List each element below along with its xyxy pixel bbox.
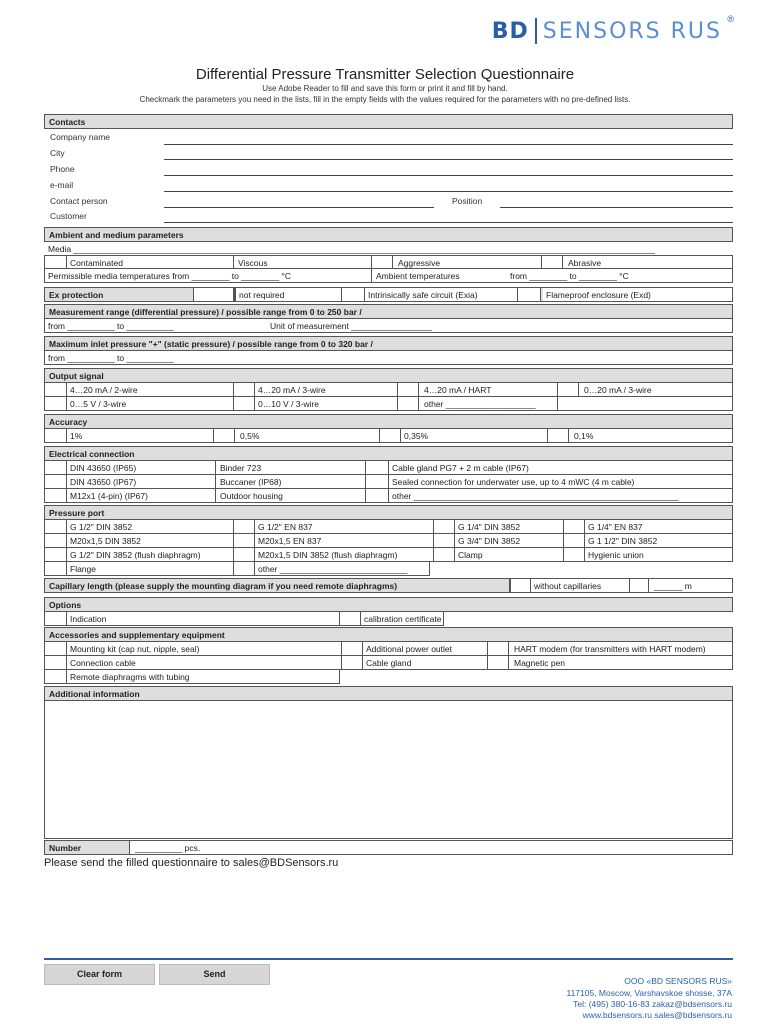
port-option: M20x1,5 DIN 3852 [70, 536, 141, 546]
accessory-checkbox[interactable] [487, 656, 509, 669]
ex-protection-title: Ex protection [49, 290, 104, 300]
contact-person-field[interactable] [164, 207, 434, 208]
send-button[interactable]: Send [159, 964, 270, 985]
ex-options-row [234, 287, 733, 302]
customer-field[interactable] [164, 222, 733, 223]
electrical-row-3 [44, 489, 733, 503]
port-checkbox[interactable] [233, 548, 255, 561]
electrical-checkbox[interactable] [365, 461, 389, 474]
accessory-option: Connection cable [70, 658, 136, 668]
port-row-1 [44, 520, 733, 534]
accuracy-option: 0,1% [574, 431, 594, 441]
output-other-field[interactable]: other ___________________ [424, 399, 536, 409]
capillary-length-field[interactable]: ______ m [654, 581, 692, 591]
port-checkbox[interactable] [433, 548, 455, 561]
section-electrical-connection: Electrical connection [44, 446, 733, 461]
logo-bd: BD [491, 18, 529, 44]
accuracy-checkbox[interactable] [379, 429, 401, 442]
section-accuracy: Accuracy [44, 414, 733, 429]
output-checkbox[interactable] [45, 397, 67, 410]
media-field[interactable]: Media ___________________________________________________________________________________________________________________________ [48, 244, 655, 254]
electrical-option: Binder 723 [220, 463, 262, 473]
port-checkbox[interactable] [433, 534, 455, 547]
clear-form-button[interactable]: Clear form [44, 964, 155, 985]
number-field[interactable] [129, 840, 733, 855]
phone-field[interactable] [164, 175, 733, 176]
port-checkbox[interactable] [45, 534, 67, 547]
contact-person-label: Contact person [50, 196, 108, 206]
port-option: Flange [70, 564, 96, 574]
accessory-option: Additional power outlet [366, 644, 453, 654]
accessories-row-3 [44, 670, 340, 684]
accuracy-option: 0,35% [404, 431, 429, 441]
number-label: Number [44, 840, 130, 855]
port-option: M20x1,5 EN 837 [258, 536, 322, 546]
output-checkbox[interactable] [397, 383, 419, 396]
output-option: 4…20 mA / 3-wire [258, 385, 326, 395]
ex-exia-label: Intrinsically safe circuit (Exia) [365, 288, 535, 301]
output-option: 0…10 V / 3-wire [258, 399, 319, 409]
port-option: G 1/2" DIN 3852 (flush diaphragm) [70, 550, 201, 560]
measurement-row [44, 319, 733, 333]
port-option: G 1/4" DIN 3852 [458, 522, 521, 532]
without-capillaries-label: without capillaries [534, 581, 602, 591]
accessory-checkbox[interactable] [341, 656, 363, 669]
electrical-row-2 [44, 475, 733, 489]
output-option: 4…20 mA / 2-wire [70, 385, 138, 395]
output-checkbox[interactable] [45, 383, 67, 396]
port-checkbox[interactable] [45, 562, 67, 575]
company-name-label: Company name [50, 132, 111, 142]
viscous-label: Viscous [238, 258, 268, 268]
accessory-checkbox[interactable] [45, 656, 67, 669]
email-field[interactable] [164, 191, 733, 192]
electrical-checkbox[interactable] [45, 489, 67, 502]
accessory-option: HART modem (for transmitters with HART modem) [514, 644, 706, 654]
electrical-option: Buccaner (IP68) [220, 477, 282, 487]
section-output-signal: Output signal [44, 368, 733, 383]
max-inlet-row [44, 351, 733, 365]
port-option: Hygienic union [588, 550, 644, 560]
electrical-option: Sealed connection for underwater use, up to 4 mWC (4 m cable) [392, 477, 635, 487]
logo-sensors-rus: SENSORS RUS [542, 18, 722, 44]
permissible-temp-field[interactable]: Permissible media temperatures from ________ to ________ °C [48, 271, 291, 281]
port-option: M20x1,5 DIN 3852 (flush diaphragm) [258, 550, 398, 560]
contaminated-checkbox[interactable] [45, 256, 67, 268]
ex-not-required-checkbox[interactable] [193, 287, 234, 302]
output-row-2 [44, 397, 733, 411]
calibration-checkbox[interactable] [339, 612, 361, 625]
exd-checkbox[interactable] [517, 288, 541, 301]
port-checkbox[interactable] [563, 534, 585, 547]
company-name-field[interactable] [164, 144, 733, 145]
ex-not-required: not required [235, 288, 341, 301]
port-option: G 1 1/2" DIN 3852 [588, 536, 658, 546]
instructions-line-2: Checkmark the parameters you need in the lists, fill in the empty fields with the values required for the parameters with no pre-defined lists. [139, 95, 631, 104]
without-capillaries-checkbox[interactable] [511, 579, 531, 592]
electrical-option: Outdoor housing [220, 491, 283, 501]
footer-divider [44, 958, 733, 960]
company-logo [491, 14, 734, 44]
ex-exd-label: Flameproof enclosure (Exd) [543, 288, 732, 301]
port-option: G 1/2" DIN 3852 [70, 522, 133, 532]
accessory-option: Cable gland [366, 658, 412, 668]
accessory-checkbox[interactable] [341, 642, 363, 655]
electrical-checkbox[interactable] [45, 475, 67, 488]
electrical-option: DIN 43650 (IP65) [70, 463, 137, 473]
city-field[interactable] [164, 159, 733, 160]
port-row-3 [44, 548, 733, 562]
indication-checkbox[interactable] [45, 612, 67, 625]
section-options: Options [44, 597, 733, 612]
output-option: 0…5 V / 3-wire [70, 399, 127, 409]
customer-label: Customer [50, 211, 87, 221]
accessory-checkbox[interactable] [45, 642, 67, 655]
port-checkbox[interactable] [45, 520, 67, 533]
port-checkbox[interactable] [233, 562, 255, 575]
port-option: G 1/4" EN 837 [588, 522, 643, 532]
electrical-option: DIN 43650 (IP67) [70, 477, 137, 487]
output-option: 0…20 mA / 3-wire [584, 385, 652, 395]
port-checkbox[interactable] [563, 520, 585, 533]
send-instructions: Please send the filled questionnaire to sales@BDSensors.ru [44, 857, 339, 869]
capillary-length-checkbox[interactable] [629, 579, 649, 592]
section-measurement-range: Measurement range (differential pressure) / possible range from 0 to 250 bar / [44, 304, 733, 319]
footer-tel-email: Tel: (495) 380-16-83 zakaz@bdsensors.ru [573, 999, 732, 1009]
port-checkbox[interactable] [233, 520, 255, 533]
footer-web-email: www.bdsensors.ru sales@bdsensors.ru [582, 1010, 732, 1020]
options-row [44, 612, 444, 626]
aggressive-checkbox[interactable] [371, 256, 393, 268]
section-pressure-port: Pressure port [44, 505, 733, 520]
port-option: G 1/2" EN 837 [258, 522, 313, 532]
position-label: Position [452, 196, 483, 206]
logo-separator [535, 18, 537, 44]
port-checkbox[interactable] [563, 548, 585, 561]
accuracy-option: 1% [70, 431, 83, 441]
measurement-unit-field[interactable]: Unit of measurement _________________ [270, 321, 432, 331]
electrical-checkbox[interactable] [365, 475, 389, 488]
accuracy-checkbox[interactable] [45, 429, 67, 442]
accuracy-checkbox[interactable] [547, 429, 569, 442]
section-accessories: Accessories and supplementary equipment [44, 627, 733, 642]
number-pcs-field[interactable]: __________ pcs. [135, 843, 201, 853]
port-option: Clamp [458, 550, 483, 560]
max-inlet-from-to-field[interactable]: from __________ to __________ [48, 353, 174, 363]
ambient-temp-label: Ambient temperatures [376, 271, 460, 281]
aggressive-label: Aggressive [398, 258, 441, 268]
footer-address: 117105, Moscow, Varshavskoe shosse, 37A [566, 988, 732, 998]
output-checkbox[interactable] [233, 383, 255, 396]
additional-information-textarea[interactable] [44, 701, 733, 839]
calibration-label: calibration certificate [364, 614, 442, 624]
email-label: e-mail [50, 180, 74, 190]
electrical-option: M12x1 (4-pin) (IP67) [70, 491, 148, 501]
port-checkbox[interactable] [433, 520, 455, 533]
contaminated-label: Contaminated [70, 258, 123, 268]
logo-registered-mark: ® [727, 14, 734, 24]
port-checkbox[interactable] [233, 534, 255, 547]
phone-label: Phone [50, 164, 75, 174]
output-option: 4…20 mA / HART [424, 385, 492, 395]
accuracy-checkbox[interactable] [213, 429, 235, 442]
electrical-checkbox[interactable] [365, 489, 389, 502]
instructions-line-1: Use Adobe Reader to fill and save this form or print it and fill by hand. [262, 84, 508, 93]
output-checkbox[interactable] [233, 397, 255, 410]
electrical-row-1 [44, 461, 733, 475]
capillary-options-row [510, 578, 733, 593]
page-title: Differential Pressure Transmitter Selection Questionnaire [195, 66, 575, 83]
accessory-option: Mounting kit (cap nut, nipple, seal) [70, 644, 200, 654]
accessory-option: Magnetic pen [514, 658, 566, 668]
indication-label: Indication [70, 614, 107, 624]
section-additional-information: Additional information [44, 686, 733, 701]
accessory-checkbox[interactable] [45, 670, 67, 683]
section-max-inlet-pressure: Maximum inlet pressure "+" (static pressure) / possible range from 0 to 320 bar / [44, 336, 733, 351]
measurement-from-to-field[interactable]: from __________ to __________ [48, 321, 174, 331]
section-ambient: Ambient and medium parameters [44, 227, 733, 242]
output-checkbox[interactable] [557, 383, 579, 396]
output-row-1 [44, 383, 733, 397]
temperature-row [44, 269, 733, 283]
city-label: City [50, 148, 65, 158]
footer-company: ООО «BD SENSORS RUS» [624, 976, 732, 986]
accuracy-row [44, 429, 733, 443]
accessories-row-2 [44, 656, 733, 670]
exia-checkbox[interactable] [341, 288, 365, 301]
port-row-2 [44, 534, 733, 548]
accessory-option: Remote diaphragms with tubing [70, 672, 190, 682]
port-other-field[interactable]: other ___________________________ [258, 564, 408, 574]
ambient-temp-field[interactable]: from ________ to ________ °C [510, 271, 629, 281]
abrasive-label: Abrasive [568, 258, 602, 268]
section-contacts: Contacts [44, 114, 733, 129]
electrical-other-field[interactable]: other ________________________________________________________ [392, 491, 679, 501]
media-options-row [44, 255, 733, 269]
media-row [44, 242, 733, 255]
output-checkbox[interactable] [397, 397, 419, 410]
accessory-checkbox[interactable] [487, 642, 509, 655]
position-field[interactable] [500, 207, 733, 208]
electrical-option: Cable gland PG7 + 2 m cable (IP67) [392, 463, 529, 473]
abrasive-checkbox[interactable] [541, 256, 563, 268]
port-row-4 [44, 562, 430, 576]
electrical-checkbox[interactable] [45, 461, 67, 474]
accessories-row-1 [44, 642, 733, 656]
accuracy-option: 0,5% [240, 431, 260, 441]
port-option: G 3/4" DIN 3852 [458, 536, 521, 546]
section-capillary-length: Capillary length (please supply the mounting diagram if you need remote diaphragms) [44, 578, 510, 593]
port-checkbox[interactable] [45, 548, 67, 561]
